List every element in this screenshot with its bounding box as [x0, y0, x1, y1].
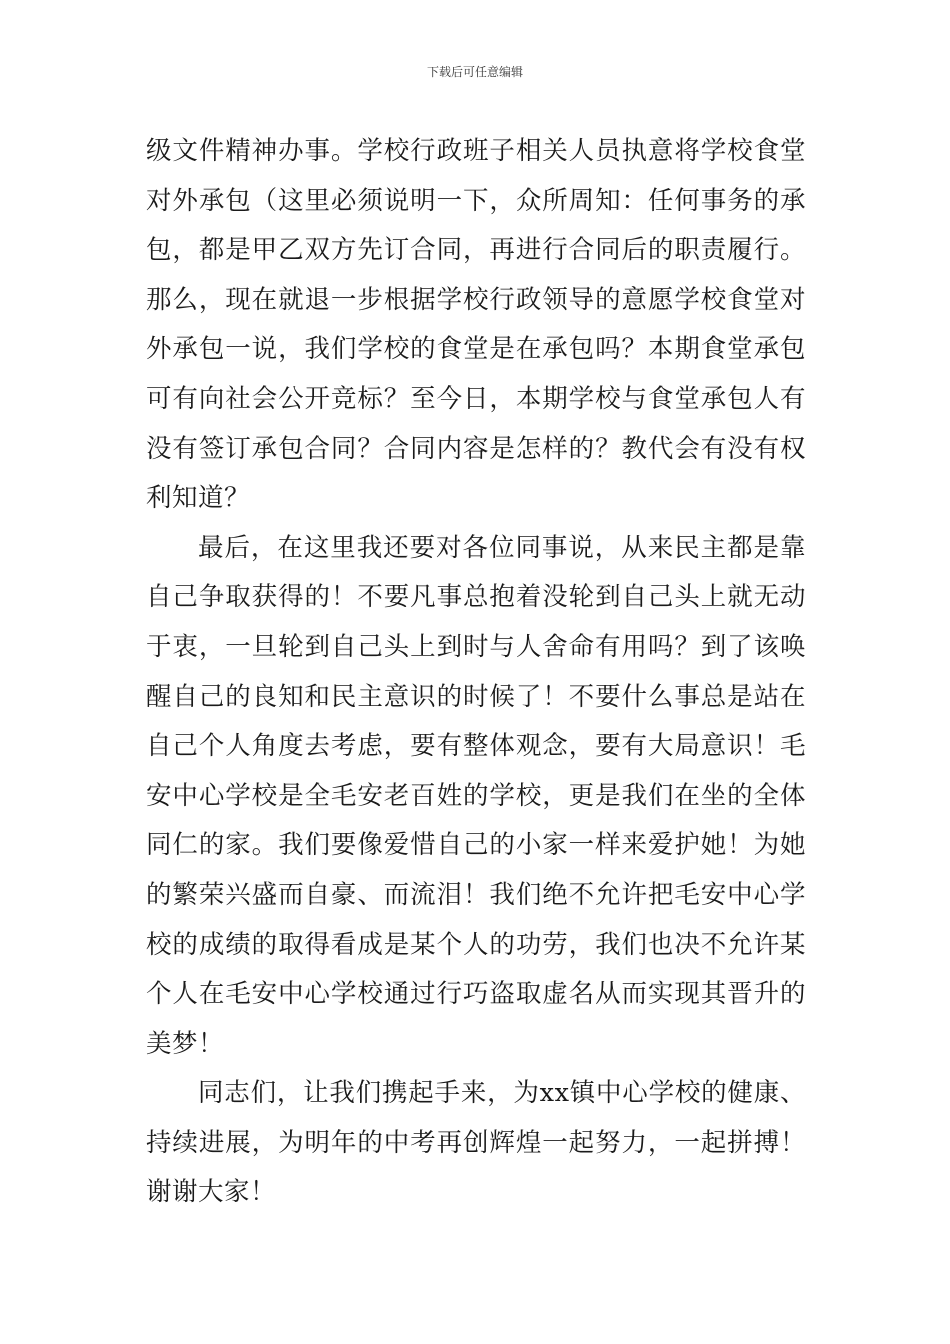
paragraph-2: 最后，在这里我还要对各位同事说，从来民主都是靠自己争取获得的！不要凡事总抱着没轮到自己头上就无动于衷，一旦轮到自己头上到时与人舍命有用吗？到了该唤醒自己的良知和民主意识的时候了！不要什么事总是站在自己个人角度去考虑，要有整体观念，要有大局意识！毛安中心学校是全毛安老百姓的学校，更是我们在坐的全体同仁的家。我们要像爱惜自己的小家一样来爱护她！为她的繁荣兴盛而自豪、而流泪！我们绝不允许把毛安中心学校的成绩的取得看成是某个人的功劳，我们也决不允许某个人在毛安中心学校通过行巧盗取虚名从而实现其晋升的美梦！: [146, 532, 806, 1059]
paragraph-1: 级文件精神办事。学校行政班子相关人员执意将学校食堂对外承包（这里必须说明一下，众所周知：任何事务的承包，都是甲乙双方先订合同，再进行合同后的职责履行。那么，现在就退一步根据学校行政领导的意愿学校食堂对外承包一说，我们学校的食堂是在承包吗？本期食堂承包可有向社会公开竞标？至今日，本期学校与食堂承包人有没有签订承包合同？合同内容是怎样的？教代会有没有权利知道？: [146, 136, 806, 514]
page-header: 下载后可任意编辑: [426, 65, 523, 79]
document-body: [146, 127, 806, 1218]
paragraph-3: 同志们，让我们携起手来，为xx镇中心学校的健康、持续进展，为明年的中考再创辉煌一起努力，一起拼搏！谢谢大家！: [146, 1078, 806, 1208]
